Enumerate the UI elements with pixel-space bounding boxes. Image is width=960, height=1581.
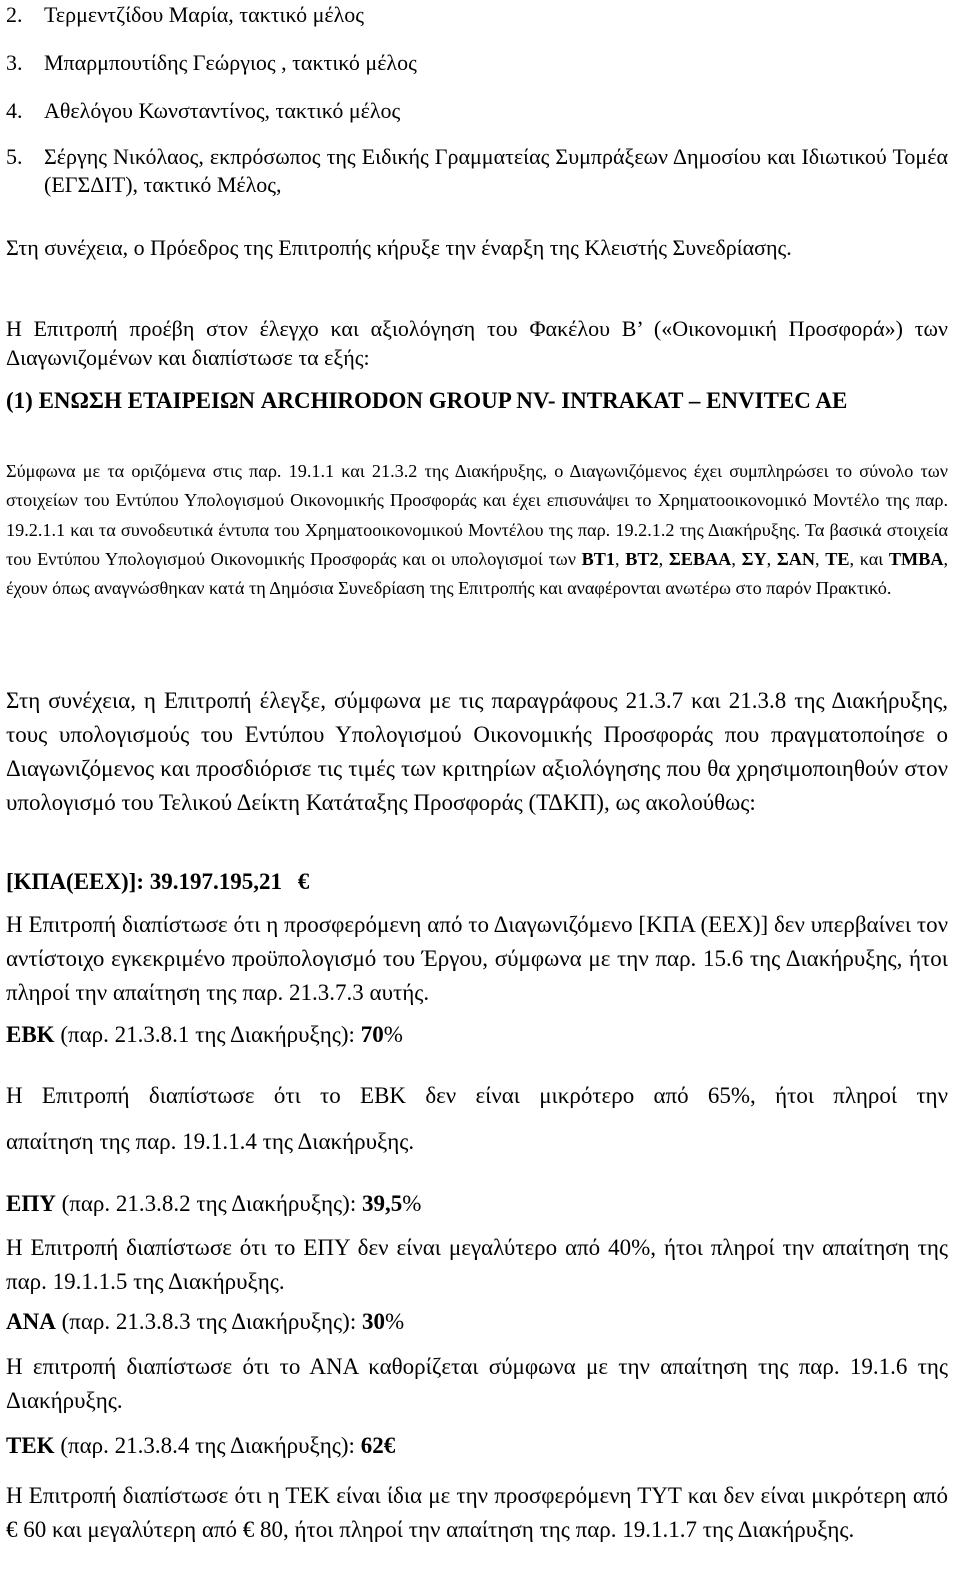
ebk-label: ΕΒΚ — [6, 1022, 55, 1047]
term-san: ΣΑΝ — [776, 548, 816, 569]
term-sebaa: ΣΕΒΑΑ — [668, 548, 732, 569]
list-number: 5. — [6, 144, 23, 169]
term-bt1: ΒΤ1 — [581, 548, 616, 569]
ana-label: ΑΝΑ — [6, 1309, 56, 1334]
paragraph-part: , έχουν όπως αναγνώσθηκαν κατά τη Δημόσια Συνεδρίαση της Επιτροπής και αναφέρονται ανωτέρω στο παρόν Πρακτικό. — [6, 548, 949, 599]
epy-label: ΕΠΥ — [6, 1191, 56, 1216]
tek-unit: € — [383, 1433, 396, 1458]
list-item — [6, 97, 948, 125]
kpa-line — [6, 865, 948, 899]
paragraph-kpa: Η Επιτροπή διαπίστωσε ότι η προσφερόμενη από το Διαγωνιζόμενο [ΚΠΑ (ΕΕΧ)] δεν υπερβαίνει τον αντίστοιχο εγκεκριμένο προϋπολογισμό του Έργου, σύμφωνα με την παρ. 15.6 της Διακήρυξης, ήτοι πληροί την απαίτηση της παρ. 21.3.7.3 αυτής. — [6, 912, 948, 1005]
term-te: ΤΕ — [825, 548, 850, 569]
euro-sign: € — [297, 869, 310, 894]
separator: , — [658, 548, 669, 569]
list-number: 2. — [6, 2, 23, 27]
list-number: 3. — [6, 50, 23, 75]
paragraph-check: Η Επιτροπή προέβη στον έλεγχο και αξιολόγηση του Φακέλου Β’ («Οικονομική Προσφορά») των Διαγωνιζομένων και διαπίστωσε τα εξής: — [6, 316, 948, 370]
list-text: Μπαρμπουτίδης Γεώργιος , τακτικό μέλος — [44, 50, 417, 75]
epy-line — [6, 1187, 948, 1221]
ana-ref: (παρ. 21.3.8.3 της Διακήρυξης): — [55, 1309, 362, 1334]
paragraph-ebk: Η Επιτροπή διαπίστωσε ότι το ΕΒΚ δεν είναι μικρότερο από 65%, ήτοι πληροί την — [6, 1083, 948, 1108]
tek-label: ΤΕΚ — [6, 1433, 55, 1458]
list-number: 4. — [6, 98, 23, 123]
list-text: Αθελόγου Κωνσταντίνος, τακτικό μέλος — [44, 98, 401, 123]
paragraph-calculations: Στη συνέχεια, η Επιτροπή έλεγξε, σύμφωνα με τις παραγράφους 21.3.7 και 21.3.8 της Διακήρυξης, τους υπολογισμούς του Εντύπου Υπολογισμού Οικονομικής Προσφοράς που πραγματοποίησε ο Διαγωνιζόμενος και προσδιόρισε τις τιμές των κριτηρίων αξιολόγησης που θα χρησιμοποιηθούν στον υπολογισμό του Τελικού Δείκτη Κατάταξης Προσφοράς (ΤΔΚΠ), ως ακολούθως: — [6, 688, 948, 815]
paragraph-epy: Η Επιτροπή διαπίστωσε ότι το ΕΠΥ δεν είναι μεγαλύτερο από 40%, ήτοι πληροί την απαίτηση της παρ. 19.1.1.5 της Διακήρυξης. — [6, 1235, 948, 1294]
list-item — [6, 143, 948, 199]
tek-line — [6, 1429, 948, 1463]
paragraph-ebk-continued: απαίτηση της παρ. 19.1.1.4 της Διακήρυξης. — [6, 1129, 415, 1154]
separator: , — [731, 548, 742, 569]
term-bt2: ΒΤ2 — [625, 548, 659, 569]
ana-line — [6, 1305, 948, 1339]
term-sy: ΣΥ — [741, 548, 767, 569]
ebk-value: 70 — [360, 1022, 384, 1047]
ana-value: 30 — [361, 1309, 385, 1334]
paragraph-ana: Η επιτροπή διαπίστωσε ότι το ΑΝΑ καθορίζεται σύμφωνα με την απαίτηση της παρ. 19.1.6 της Διακήρυξης. — [6, 1354, 948, 1413]
ebk-line — [6, 1018, 948, 1052]
tek-ref: (παρ. 21.3.8.4 της Διακήρυξης): — [54, 1433, 361, 1458]
paragraph-part: Τα βασικά στοιχεία του Εντύπου Υπολογισμού Οικονομικής Προσφοράς και οι υπολογισμοί των — [6, 519, 948, 569]
paragraph-part: Σύμφωνα με τα οριζόμενα στις παρ. 19.1.1 και 21.3.2 της Διακήρυξης, ο Διαγωνιζόμενος έχει συμπληρώσει το σύνολο των στοιχείων του Εντύπου Υπολογισμού Οικονομικής Προσφοράς και έχει επισυνάψει το Χρηματοοικονομικό Μοντέλο της παρ. 19.2.1.1 και τα συνοδευτικά έντυπα του Χρηματοοικονομικού Μοντέλου της παρ. 19.2.1.2 της Διακήρυξης. — [6, 461, 948, 540]
separator: , και — [849, 548, 889, 569]
kpa-label: [ΚΠΑ(ΕΕΧ)]: — [6, 869, 144, 894]
ebk-unit: % — [383, 1022, 403, 1047]
epy-ref: (παρ. 21.3.8.2 της Διακήρυξης): — [55, 1191, 362, 1216]
epy-unit: % — [402, 1191, 422, 1216]
kpa-value: 39.197.195,21 — [149, 869, 282, 894]
separator: , — [766, 548, 777, 569]
tek-value: 62 — [360, 1433, 384, 1458]
list-text: Σέργης Νικόλαος, εκπρόσωπος της Ειδικής Γραμματείας Συμπράξεων Δημοσίου και Ιδιωτικού Τομέα (ΕΓΣΔΙΤ), τακτικό Μέλος, — [44, 144, 948, 197]
list-text: Τερμεντζίδου Μαρία, τακτικό μέλος — [44, 2, 364, 27]
bidder-heading: (1) ΕΝΩΣΗ ΕΤΑΙΡΕΙΩΝ ARCHIRODON GROUP NV- INTRAKAT – ENVITEC AE — [6, 388, 848, 413]
paragraph-opening: Στη συνέχεια, ο Πρόεδρος της Επιτροπής κήρυξε την έναρξη της Κλειστής Συνεδρίασης. — [6, 235, 792, 260]
paragraph-financial-offer — [6, 457, 948, 603]
separator: , — [815, 548, 826, 569]
list-item — [6, 49, 948, 77]
term-tmva: ΤΜΒΑ — [888, 548, 944, 569]
ana-unit: % — [384, 1309, 405, 1334]
epy-value: 39,5 — [361, 1191, 403, 1216]
ebk-ref: (παρ. 21.3.8.1 της Διακήρυξης): — [54, 1022, 361, 1047]
separator: , — [615, 548, 626, 569]
paragraph-tek: Η Επιτροπή διαπίστωσε ότι η ΤΕΚ είναι ίδια με την προσφερόμενη ΤΥΤ και δεν είναι μικρότερη από € 60 και μεγαλύτερη από € 80, ήτοι πληροί την απαίτηση της παρ. 19.1.1.7 της Διακήρυξης. — [6, 1483, 948, 1542]
list-item — [6, 1, 948, 29]
